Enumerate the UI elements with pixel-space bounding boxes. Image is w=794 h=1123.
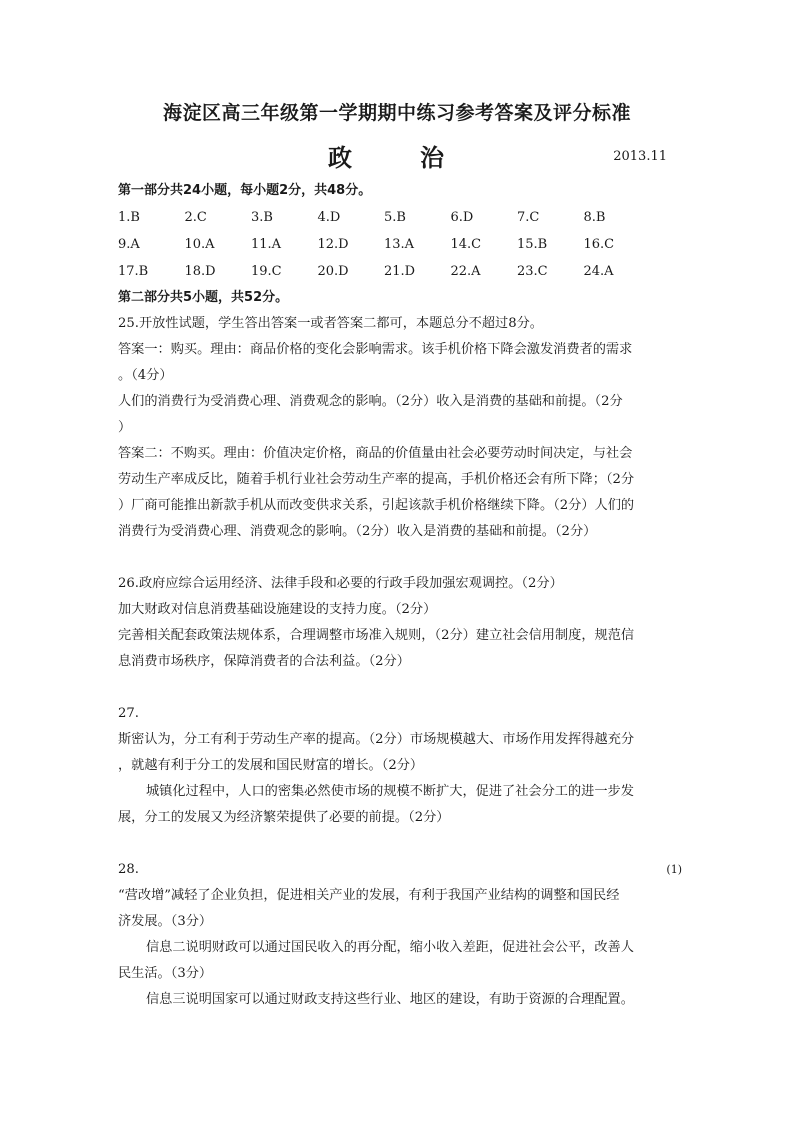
part2-heading: 第二部分共5小题，共52分。 (118, 290, 289, 305)
question-26 (118, 571, 678, 675)
text-line: 人们的消费行为受消费心理、消费观念的影响。（2分）收入是消费的基础和前提。（2分 (118, 394, 623, 409)
spacer (118, 831, 678, 857)
answer-row (118, 204, 678, 231)
text-line: ）厂商可能推出新款手机从而改变供求关系，引起该款手机价格继续下降。（2分）人们的 (118, 498, 635, 513)
text-line: “营改增”减轻了企业负担，促进相关产业的发展，有利于我国产业结构的调整和国民经 (118, 888, 620, 903)
text-line: 26.政府应综合运用经济、法律手段和必要的行政手段加强宏观调控。（2分） (118, 576, 563, 591)
answer-cell: 4.D (317, 210, 341, 225)
text-line: 展，分工的发展又为经济繁荣提供了必要的前提。（2分） (118, 810, 450, 825)
spacer (118, 675, 678, 701)
question-number-row (118, 857, 682, 883)
answer-row (118, 231, 678, 258)
text-line: 答案一：购买。理由：商品价格的变化会影响需求。该手机价格下降会激发消费者的需求 (118, 342, 633, 357)
text-line: 。（4分） (118, 368, 173, 383)
answer-cell: 11.A (251, 237, 282, 252)
question-28 (118, 857, 682, 1013)
answer-cell: 13.A (384, 237, 415, 252)
answer-cell: 2.C (184, 210, 207, 225)
text-line: 完善相关配套政策法规体系，合理调整市场准入规则，（2分）建立社会信用制度，规范信 (118, 628, 635, 643)
answer-cell: 1.B (118, 210, 140, 225)
answer-cell: 20.D (317, 264, 349, 279)
question-27 (118, 701, 678, 831)
sub-question-marker: (1) (666, 863, 682, 876)
text-line: ，就越有利于分工的发展和国民财富的增长。（2分） (118, 758, 424, 773)
text-line: 信息二说明财政可以通过国民收入的再分配，缩小收入差距，促进社会公平，改善人 (146, 940, 634, 955)
part1-heading: 第一部分共24小题，每小题2分，共48分。 (118, 183, 372, 198)
answer-cell: 18.D (184, 264, 216, 279)
text-line: 济发展。（3分） (118, 914, 213, 929)
answer-cell: 15.B (517, 237, 548, 252)
answer-cell: 14.C (450, 237, 482, 252)
text-line: 消费行为受消费心理、消费观念的影响。（2分）收入是消费的基础和前提。（2分） (118, 524, 597, 539)
answer-cell: 3.B (251, 210, 273, 225)
question-number: 27. (118, 706, 139, 721)
text-line: 斯密认为，分工有利于劳动生产率的提高。（2分）市场规模越大、市场作用发挥得越充分 (118, 732, 635, 747)
answer-cell: 8.B (583, 210, 606, 225)
document-title: 海淀区高三年级第一学期期中练习参考答案及评分标准 (162, 102, 631, 124)
answer-cell: 7.C (517, 210, 540, 225)
answer-cell: 16.C (583, 237, 615, 252)
text-line: 加大财政对信息消费基础设施建设的支持力度。（2分） (118, 602, 437, 617)
subject-heading: 政 治 (328, 144, 466, 172)
choice-answer-grid (118, 204, 678, 285)
text-line: 答案二：不购买。理由：价值决定价格，商品的价值量由社会必要劳动时间决定，与社会 (118, 446, 633, 461)
question-number: 28. (118, 862, 139, 877)
answer-cell: 23.C (517, 264, 548, 279)
answer-cell: 9.A (118, 237, 140, 252)
question-25 (118, 311, 678, 545)
answer-cell: 12.D (317, 237, 349, 252)
text-line: 信息三说明国家可以通过财政支持这些行业、地区的建设，有助于资源的合理配置。 (146, 992, 634, 1007)
answer-cell: 24.A (583, 264, 614, 279)
answer-row (118, 258, 678, 285)
exam-date: 2013.11 (613, 149, 667, 164)
text-line: 城镇化过程中，人口的密集必然使市场的规模不断扩大，促进了社会分工的进一步发 (146, 784, 634, 799)
answer-cell: 6.D (450, 210, 474, 225)
text-line: 息消费市场秩序，保障消费者的合法利益。（2分） (118, 654, 410, 669)
answer-cell: 19.C (251, 264, 282, 279)
text-line: ） (118, 420, 132, 435)
text-line: 民生活。（3分） (118, 966, 213, 981)
text-line: 劳动生产率成反比，随着手机行业社会劳动生产率的提高，手机价格还会有所下降；（2分 (118, 472, 635, 487)
answer-cell: 21.D (384, 264, 416, 279)
spacer (118, 545, 678, 571)
text-line: 25.开放性试题，学生答出答案一或者答案二都可，本题总分不超过8分。 (118, 316, 543, 331)
document-body (118, 178, 682, 1013)
answer-cell: 10.A (184, 237, 215, 252)
answer-cell: 17.B (118, 264, 149, 279)
answer-cell: 5.B (384, 210, 406, 225)
answer-cell: 22.A (450, 264, 481, 279)
